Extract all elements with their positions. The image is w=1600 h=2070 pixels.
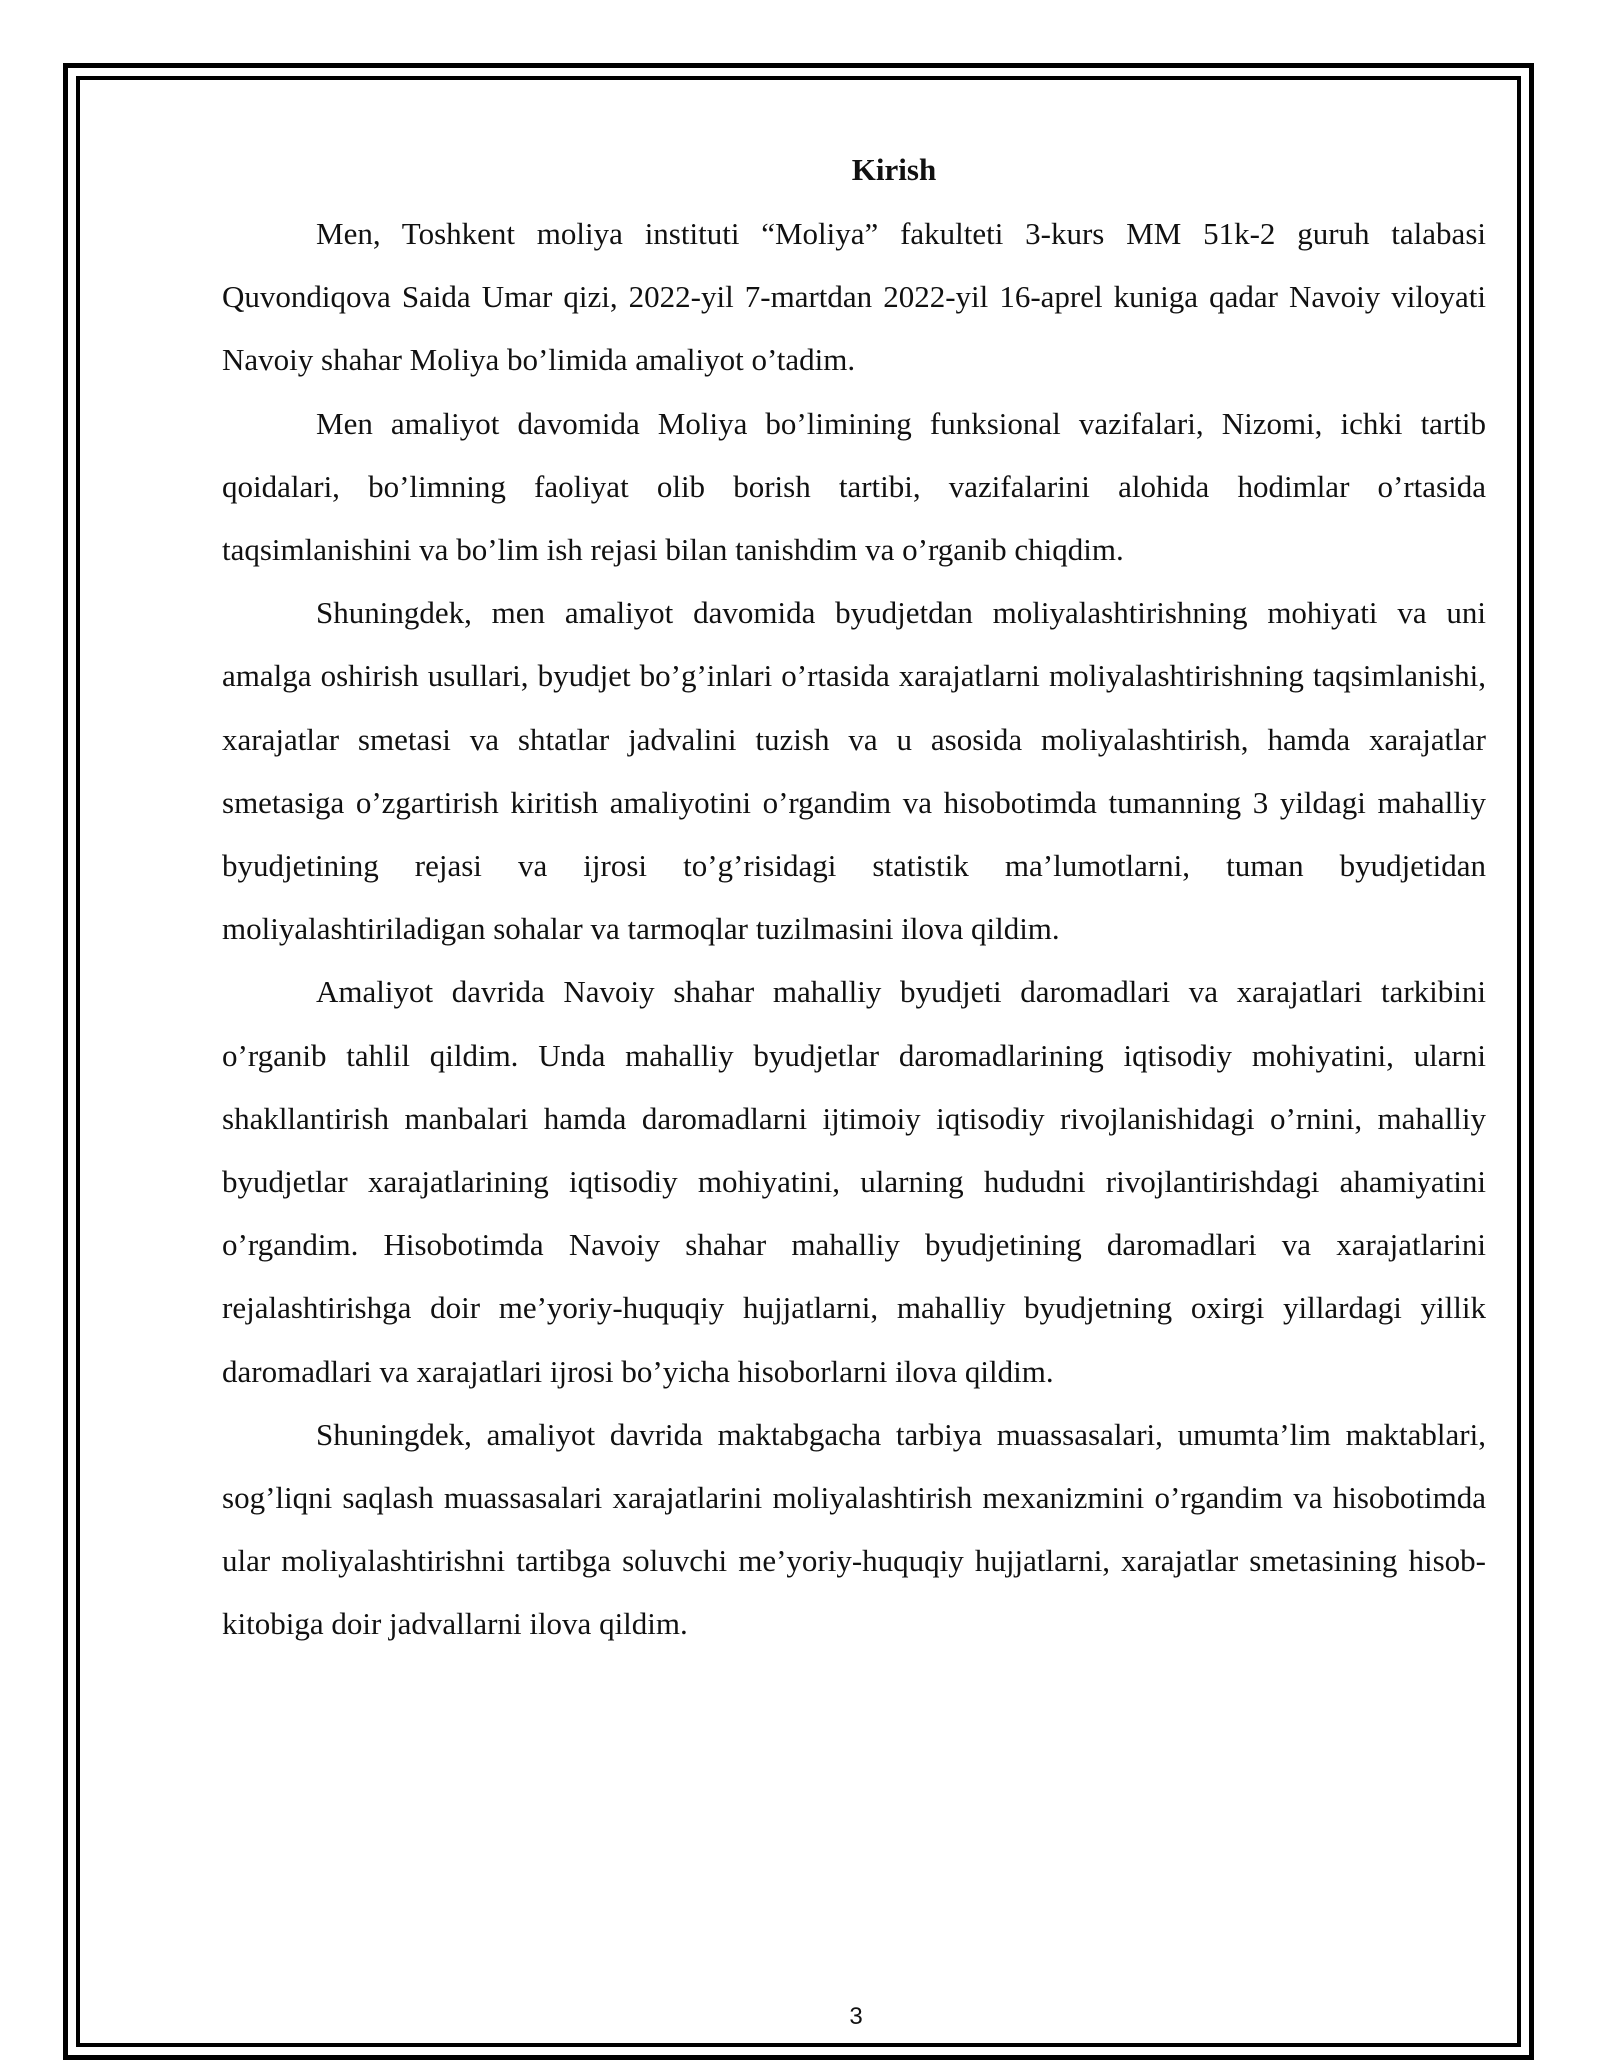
- page-content: [222, 142, 1486, 1656]
- paragraph-1: Men, Toshkent moliya instituti “Moliya” fakulteti 3-kurs MM 51k-2 guruh talabasi Quvondiqova Saida Umar qizi, 2022-yil 7-martdan 2022-yil 16-aprel kuniga qadar Navoiy viloyati Navoiy shahar Moliya bo’limida amaliyot o’tadim.: [222, 216, 1486, 378]
- paragraph-5: Shuningdek, amaliyot davrida maktabgacha tarbiya muassasalari, umumta’lim maktablari, sog’liqni saqlash muassasalari xarajatlarini moliyalashtirish mexanizmini o’rgandim va hisobotimda ular moliyalashtirishni tartibga soluvchi me’yoriy-huquqiy hujjatlarni, xarajatlar smetasining hisob-kitobiga doir jadvallarni ilova qildim.: [222, 1416, 1486, 1642]
- page-number: 3: [849, 2003, 863, 2030]
- paragraph-4: Amaliyot davrida Navoiy shahar mahalliy byudjeti daromadlari va xarajatlari tarkibini o’rganib tahlil qildim. Unda mahalliy byudjetlar daromadlarining iqtisodiy mohiyatini, ularni shakllantirish manbalari hamda daromadlarni ijtimoiy iqtisodiy rivojlanishidagi o’rnini, mahalliy byudjetlar xarajatlarining iqtisodiy mohiyatini, ularning hududni rivojlantirishdagi ahamiyatini o’rgandim. Hisobotimda Navoiy shahar mahalliy byudjetining daromadlari va xarajatlarini rejalashtirishga doir me’yoriy-huquqiy hujjatlarni, mahalliy byudjetning oxirgi yillardagi yillik daromadlari va xarajatlari ijrosi bo’yicha hisoborlarni ilova qildim.: [222, 974, 1486, 1389]
- paragraph-3: Shuningdek, men amaliyot davomida byudjetdan moliyalashtirishning mohiyati va uni amalga oshirish usullari, byudjet bo’g’inlari o’rtasida xarajatlarni moliyalashtirishning taqsimlanishi, xarajatlar smetasi va shtatlar jadvalini tuzish va u asosida moliyalashtirish, hamda xarajatlar smetasiga o’zgartirish kiritish amaliyotini o’rgandim va hisobotimda tumanning 3 yildagi mahalliy byudjetining rejasi va ijrosi to’g’risidagi statistik ma’lumotlarni, tuman byudjetidan moliyalashtiriladigan sohalar va tarmoqlar tuzilmasini ilova qildim.: [222, 595, 1486, 947]
- section-title: Kirish: [851, 152, 937, 187]
- paragraph-2: Men amaliyot davomida Moliya bo’limining funksional vazifalari, Nizomi, ichki tartib qoidalari, bo’limning faoliyat olib borish tartibi, vazifalarini alohida hodimlar o’rtasida taqsimlanishini va bo’lim ish rejasi bilan tanishdim va o’rganib chiqdim.: [222, 405, 1486, 568]
